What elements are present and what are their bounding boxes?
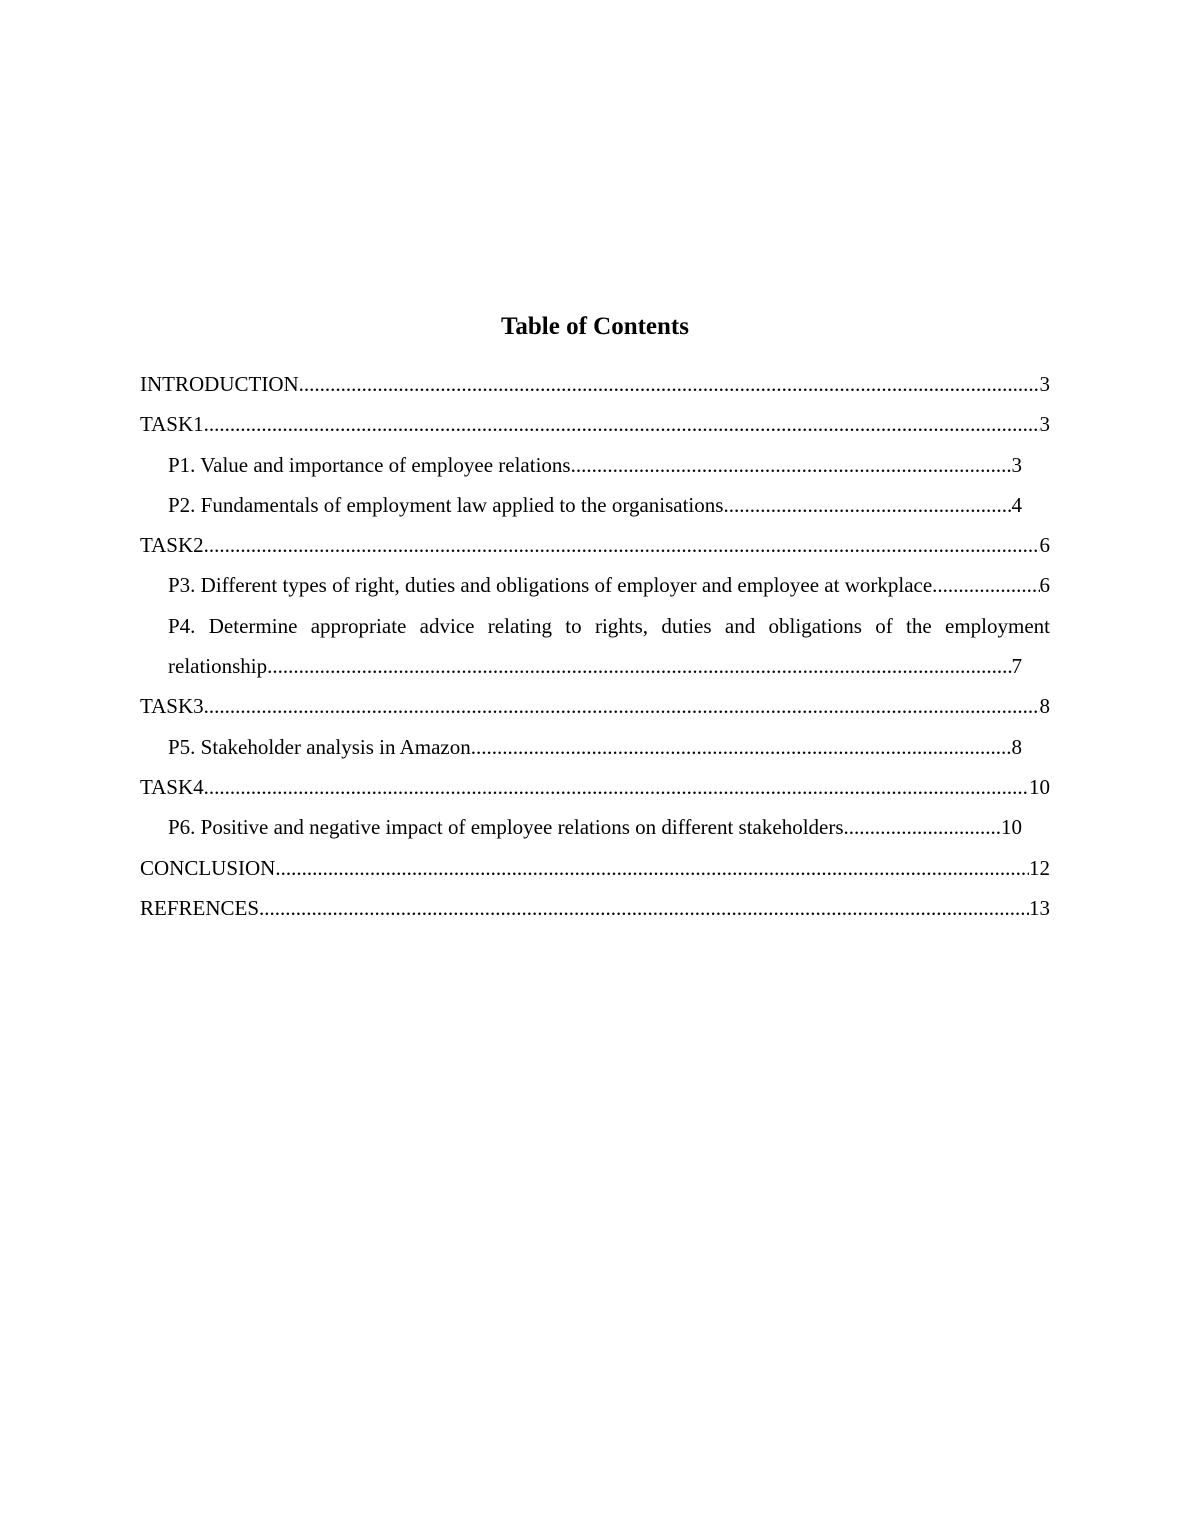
toc-entry-page: 7 xyxy=(1011,654,1022,679)
toc-entry-page: 6 xyxy=(1039,573,1050,598)
toc-entry-page: 3 xyxy=(1039,412,1050,437)
toc-entry-text: REFRENCES xyxy=(140,895,260,920)
toc-entry-page: 13 xyxy=(1029,895,1050,920)
toc-leader-dots xyxy=(571,445,1012,485)
toc-entry-text: TASK2 xyxy=(140,533,204,558)
toc-entry-text: P3. Different types of right, duties and obligations of employer and employee at workplace xyxy=(168,573,933,598)
toc-entry-page: 3 xyxy=(1039,372,1050,396)
toc-entry-page: 3 xyxy=(1011,452,1022,477)
toc-entry-text: P6. Positive and negative impact of employee relations on different stakeholders xyxy=(168,815,844,840)
toc-entry-references[interactable] xyxy=(140,888,1050,928)
toc-entry-task1[interactable] xyxy=(140,404,1050,444)
toc-leader-dots xyxy=(267,646,1011,686)
toc-entry-p2[interactable] xyxy=(168,485,1022,525)
toc-entry-page: 10 xyxy=(1001,815,1022,840)
toc-entry-task4[interactable] xyxy=(140,767,1050,807)
toc-entry-task2[interactable] xyxy=(140,525,1050,565)
toc-entry-text: P5. Stakeholder analysis in Amazon xyxy=(168,734,471,759)
toc-leader-dots xyxy=(204,404,1040,444)
toc-entry-task3[interactable] xyxy=(140,686,1050,726)
toc-entry-page: 8 xyxy=(1011,734,1022,759)
toc-entry-p1[interactable] xyxy=(168,445,1022,485)
toc-entry-text: TASK4 xyxy=(140,774,204,799)
toc-entry-p5[interactable] xyxy=(168,727,1022,767)
toc-entry-introduction[interactable] xyxy=(140,364,1050,404)
toc-entry-text-line2: relationship xyxy=(168,654,268,679)
toc-entry-page: 10 xyxy=(1029,774,1050,799)
toc-entry-text: INTRODUCTION xyxy=(140,372,299,396)
toc-leader-dots xyxy=(471,727,1012,767)
toc-leader-dots xyxy=(259,888,1029,928)
toc-leader-dots xyxy=(275,848,1029,888)
toc-entry-page: 4 xyxy=(1011,492,1022,517)
table-of-contents xyxy=(140,364,1050,928)
toc-entry-page: 8 xyxy=(1039,694,1050,719)
toc-entry-text-line1: P4. Determine appropriate advice relating to rights, duties and obligations of the employment xyxy=(168,613,1050,638)
toc-leader-dots xyxy=(204,525,1040,565)
toc-entry-p6[interactable] xyxy=(168,807,1022,847)
toc-leader-dots xyxy=(932,565,1039,605)
toc-leader-dots xyxy=(844,807,1001,847)
toc-entry-line2 xyxy=(168,646,1022,686)
toc-entry-page: 12 xyxy=(1029,855,1050,880)
toc-entry-text: CONCLUSION xyxy=(140,855,276,880)
toc-entry-text: TASK3 xyxy=(140,694,204,719)
toc-entry-conclusion[interactable] xyxy=(140,848,1050,888)
toc-entry-p3[interactable] xyxy=(168,565,1050,605)
toc-entry-text: P1. Value and importance of employee relations xyxy=(168,452,571,477)
toc-entry-text: P2. Fundamentals of employment law applied to the organisations xyxy=(168,492,724,517)
toc-leader-dots xyxy=(299,364,1040,404)
toc-leader-dots xyxy=(723,485,1011,525)
toc-title: Table of Contents xyxy=(501,313,689,340)
toc-entry-p4[interactable] xyxy=(168,606,1050,687)
toc-leader-dots xyxy=(204,686,1040,726)
toc-leader-dots xyxy=(204,767,1029,807)
toc-entry-page: 6 xyxy=(1039,533,1050,558)
toc-entry-text: TASK1 xyxy=(140,412,204,437)
